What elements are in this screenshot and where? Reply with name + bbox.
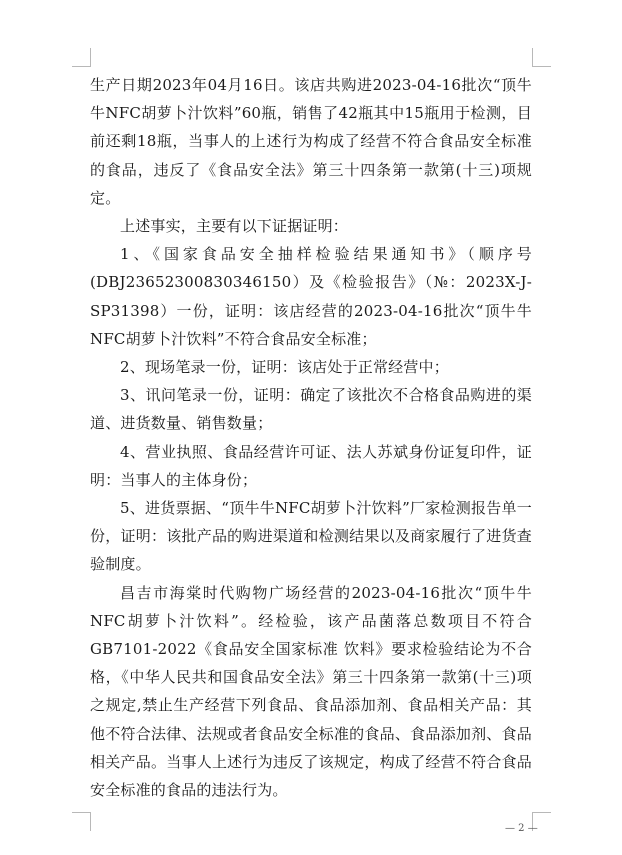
- paragraph-conclusion: 昌吉市海棠时代购物广场经营的2023-04-16批次“顶牛牛NFC胡萝卜汁饮料”。经检验，该产品菌落总数项目不符合GB7101-2022《食品安全国家标准 饮料》要求检验结论为不合格，《中华人民共和国食品安全法》第三十四条第一款第(十三)项之规定,禁止生产经营下列食品、食品添加剂、食品相关产品：其他不符合法律、法规或者食品安全标准的食品、食品添加剂、食品相关产品。当事人上述行为违反了该规定，构成了经营不符合食品安全标准的食品的违法行为。: [90, 583, 532, 800]
- paragraph-evidence-2: 2、现场笔录一份，证明：该店处于正常经营中；: [120, 358, 449, 377]
- crop-mark-bottom-left: [72, 812, 91, 831]
- paragraph-evidence-3: 3、讯问笔录一份，证明：确定了该批次不合格食品购进的渠道、进货数量、销售数量；: [90, 386, 532, 433]
- page-number: — 2 —: [505, 823, 538, 834]
- paragraph-evidence-1: 1、《国家食品安全抽样检验结果通知书》（顺序号(DBJ23652300830346150）及《检验报告》（№：2023X-J-SP31398）一份，证明：该店经营的2023-04-16批次“顶牛牛NFC胡萝卜汁饮料”不符合食品安全标准；: [90, 245, 532, 348]
- paragraph-evidence-5: 5、进货票据、“顶牛牛NFC胡萝卜汁饮料”厂家检测报告单一份，证明：该批产品的购进渠道和检测结果以及商家履行了进货查验制度。: [90, 499, 532, 574]
- paragraph-evidence-intro: 上述事实，主要有以下证据证明：: [120, 217, 349, 236]
- paragraph-evidence-4: 4、营业执照、食品经营许可证、法人苏斌身份证复印件，证明：当事人的主体身份；: [90, 442, 532, 489]
- crop-mark-top-right: [532, 48, 551, 67]
- paragraph-production-date: 生产日期2023年04月16日。该店共购进2023-04-16批次“顶牛牛NFC胡萝卜汁饮料”60瓶，销售了42瓶其中15瓶用于检测，目前还剩18瓶，当事人的上述行为构成了经营不符合食品安全标准的食品，违反了《食品安全法》第三十四条第一款第(十三)项规定。: [90, 76, 532, 207]
- crop-mark-top-left: [72, 48, 91, 67]
- document-body: [90, 71, 532, 804]
